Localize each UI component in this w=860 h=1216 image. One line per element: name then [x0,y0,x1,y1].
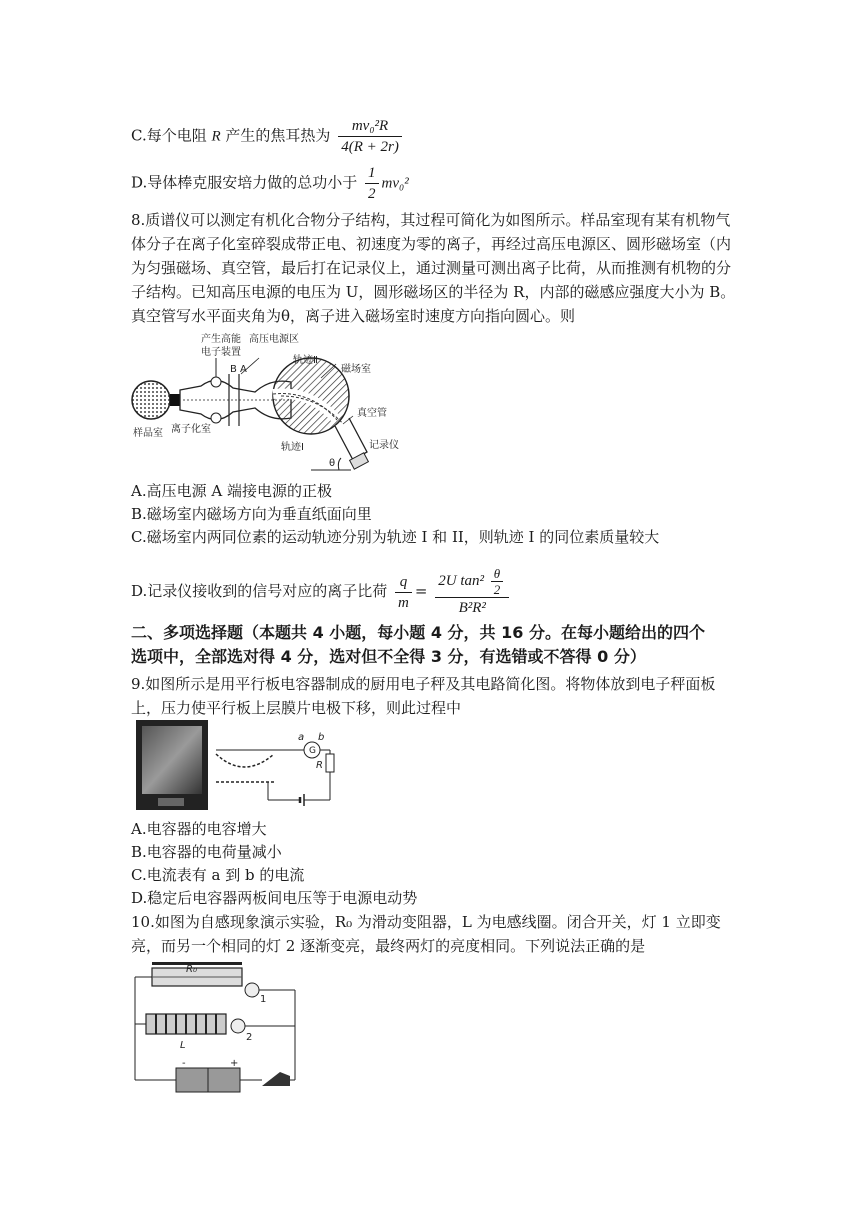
label-recorder: 记录仪 [369,440,399,451]
label-theta: θ [329,458,336,469]
q8-option-d-theta-frac [491,566,504,597]
q8-option-d-rhs [435,566,509,618]
q7-option-d [131,163,409,204]
q9-stem: 9.如图所示是用平行板电容器制成的厨用电子秤及其电路简化图。将物体放到电子秤面板上，压力使平行板上层膜片电极下移，则此过程中 [131,675,716,717]
q8-option-a: A.高压电源 A 端接电源的正极 [131,482,332,500]
q7-option-c-numerator: mv₀²R [338,116,402,137]
q9-option-a: A.电容器的电容增大 [131,820,267,838]
q7-option-d-numerator: 1 [365,163,379,184]
label-inductor: L [180,1040,186,1051]
q7-option-c-mid: 产生的焦耳热为 [220,126,331,145]
q9-option-c: C.电流表有 a 到 b 的电流 [131,866,305,884]
q8-option-c: C.磁场室内两同位素的运动轨迹分别为轨迹 I 和 II，则轨迹 I 的同位素质量较大 [131,528,660,546]
label-high-voltage-zone: 高压电源区 [249,334,299,345]
label-sample-chamber: 样品室 [133,428,163,439]
q7-option-d-tail: mv₀² [381,175,409,192]
q8-option-d-rhs-den: B²R² [458,600,486,616]
label-vacuum-tube: 真空管 [357,408,387,419]
label-galvanometer: G [309,746,316,756]
section-2-heading-line2: 选项中，全部选对得 4 分，选对但不全得 3 分，有选错或不答得 0 分） [131,647,646,666]
label-b: b [318,732,325,743]
q7-option-c-var: R [211,128,221,145]
q7-option-d-fraction [365,163,379,204]
q9-option-b: B.电容器的电荷量减小 [131,843,282,861]
q7-option-d-prefix: D.导体棒克服安培力做的总功小于 [131,173,358,192]
q8-option-d-rhs-num-text: 2U tan² [438,572,484,589]
q9-figure-electronic-scale [134,718,339,814]
q8-option-d-lhs-den: m [398,594,409,611]
q10-figure-self-induction [132,960,302,1095]
label-lamp-1: 1 [260,994,267,1005]
q8-stem: 8.质谱仪可以测定有机化合物分子结构，其过程可简化为如图所示。样品室现有某有机物气体分子在离子化室碎裂成带正电、初速度为零的离子，再经过高压电源区、圆形磁场室（内为匀强磁场、真空管，最后打在记录仪上，通过测量可测出离子比荷，从而推测有机物的分子结构。已知高压电源的电压为 U，圆形磁场区的半径为 R，内部的磁感应强度大小为 B。真空管写水平面夹角为θ，离子进入磁场室时速度方向指向圆心。则 [131,211,736,325]
q8-option-d-rhs-num [435,566,509,598]
lamp-2-shape [231,1019,245,1033]
label-electron-device: 电子装置 [201,347,241,358]
q8-option-d-lhs-num: q [395,572,412,593]
q10-stem: 10.如图为自感现象演示实验，R₀ 为滑动变阻器，L 为电感线圈。闭合开关，灯 1 立即变亮，而另一个相同的灯 2 逐渐变亮，最终两灯的亮度相同。下列说法正确的是 [131,913,721,955]
q8-figure-mass-spectrometer [131,330,426,478]
label-plus: + [230,1058,239,1069]
q8-option-d-prefix: D.记录仪接收到的信号对应的离子比荷 [131,582,388,600]
label-track-2: 轨迹Ⅱ [293,355,318,366]
sample-chamber-shape [132,381,170,419]
q8-option-d-lhs [395,572,412,613]
q7-option-c [131,116,405,157]
label-ionization-chamber: 离子化室 [171,424,211,435]
label-terminal-b: B [230,364,237,375]
q7-option-c-denominator: 4(R + 2r) [341,139,399,155]
label-terminal-a: A [240,364,247,375]
q8-option-d: D.记录仪接收到的信号对应的离子比荷 $\frac{q}{m}$ = 2U tan² $\frac{\theta}{2}$ B²R² [131,566,512,618]
scale-photo-surface [142,726,202,794]
label-track-1: 轨迹Ⅰ [281,442,304,453]
q8-option-b: B.磁场室内磁场方向为垂直纸面向里 [131,505,372,523]
label-r: R [316,760,323,771]
q7-option-d-denominator: 2 [368,186,376,202]
label-a: a [298,732,305,743]
q7-option-c-prefix: C.每个电阻 [131,126,212,145]
label-high-energy-electron: 产生高能 [201,334,241,345]
label-r0: R₀ [186,964,197,975]
q9-option-d: D.稳定后电容器两板间电压等于电源电动势 [131,889,418,907]
lamp-1-shape [245,983,259,997]
label-lamp-2: 2 [246,1032,253,1043]
q8-option-d-theta-num: θ [491,566,504,582]
label-minus: - [182,1058,186,1069]
section-2-heading-line1: 二、多项选择题（本题共 4 小题，每小题 4 分，共 16 分。在每小题给出的四个 [131,623,705,642]
q8-option-d-theta-den: 2 [493,582,501,597]
switch-shape [262,1072,290,1086]
q7-option-c-fraction [338,116,402,157]
label-magnet-chamber: 磁场室 [341,364,371,375]
resistor-shape [326,754,334,772]
